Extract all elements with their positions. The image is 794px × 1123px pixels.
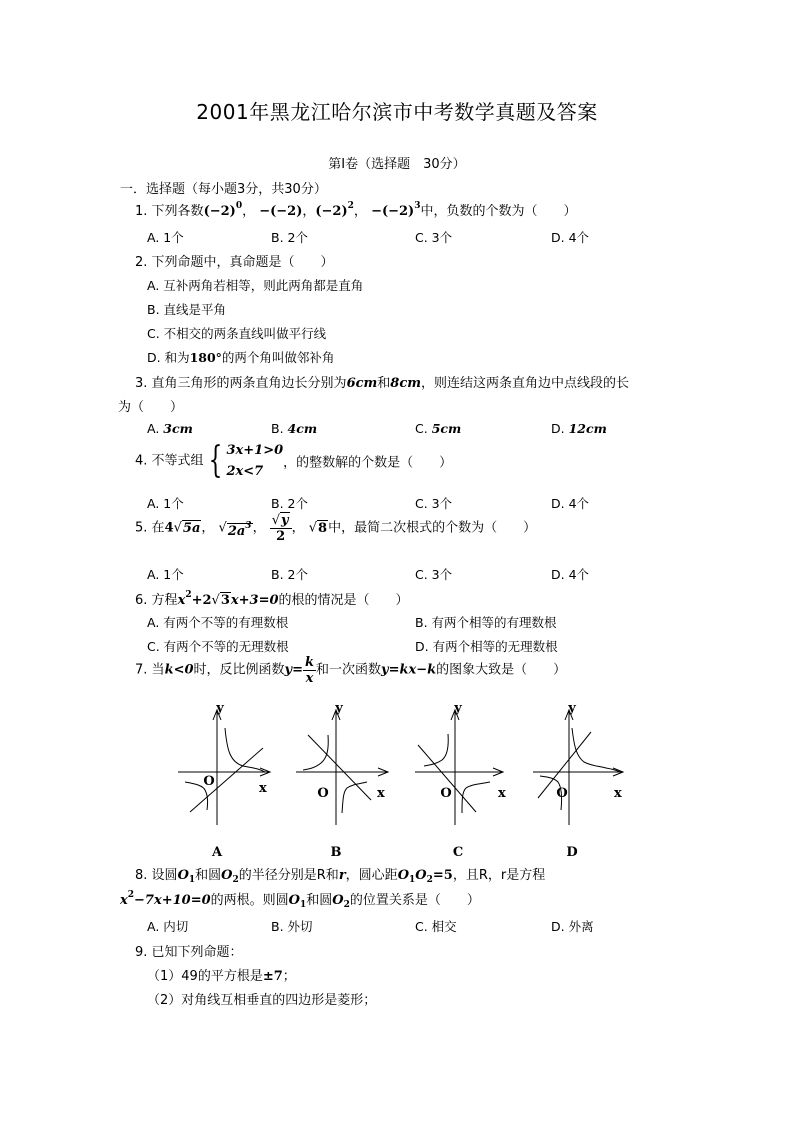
text: 的位置关系是（ ） [349, 893, 480, 908]
radicand: 5a [182, 520, 201, 536]
text: 的根的情况是（ ） [278, 593, 409, 608]
question-number: 7. [135, 662, 148, 678]
option-letter: A. [147, 421, 160, 436]
math-expr: (−2) [203, 204, 236, 219]
text: ， [252, 520, 266, 536]
math-expr: 180° [189, 350, 222, 365]
linear-function-line [418, 745, 476, 812]
math-var: O [288, 893, 300, 908]
text: 和 [377, 376, 391, 391]
graph-a [175, 700, 275, 860]
question-number: 3. [135, 376, 148, 391]
hyperbola-branch-1 [572, 728, 620, 772]
text: 已知下列命题： [151, 945, 243, 960]
math-exponent: 2 [185, 590, 192, 600]
document-title: 2001年黑龙江哈尔滨市中考数学真题及答案 [196, 100, 598, 124]
question-8-stem-line2 [120, 889, 480, 910]
sqrt-sign: √ [218, 520, 227, 536]
q5-option-d: D. 4个 [551, 567, 590, 582]
math-expr: k<0 [164, 662, 194, 678]
origin-label: O [556, 786, 568, 801]
math-expr: y= [284, 662, 303, 678]
math-expr: −(−2) [259, 204, 303, 219]
y-axis-label: y [335, 701, 343, 716]
text: ； [282, 969, 296, 984]
q4-option-d: D. 4个 [551, 496, 590, 511]
text: 设圆 [151, 868, 178, 883]
text: ，则连结这两条直角边中点线段的长 [421, 376, 630, 391]
option-letter: B. [271, 421, 284, 436]
origin-label: O [203, 774, 215, 789]
q9-statement-2: （2）对角线互相垂直的四边形是菱形； [147, 993, 377, 1008]
x-axis-label: x [377, 786, 385, 801]
text: ， [302, 204, 316, 219]
x-axis-label: x [498, 786, 506, 801]
hyperbola-branch-1 [424, 734, 448, 766]
text: 的半径分别是R和 [238, 868, 339, 883]
math-exponent: 2 [127, 890, 135, 900]
question-6-stem [135, 589, 409, 608]
q2-option-a: A. 互补两角若相等，则此两角都是直角 [147, 278, 364, 293]
math-subscript: 1 [409, 875, 416, 885]
option-letter: C. [415, 421, 428, 436]
math-expr: 8cm [390, 376, 422, 391]
q3-option-b [271, 421, 317, 436]
math-exponent: 3 [245, 520, 252, 531]
radicand-base: 2a [227, 523, 246, 539]
text: ， [242, 204, 256, 219]
math-expr: −(−2) [371, 204, 415, 219]
q3-option-c [415, 421, 461, 436]
radicand: y [281, 513, 289, 528]
q8-option-d: D. 外离 [551, 919, 594, 934]
fraction [303, 656, 316, 685]
part-title: 第I卷（选择题 30分） [328, 157, 466, 172]
graph-label: D [566, 845, 578, 860]
math-expr: y=kx−k [381, 662, 437, 678]
q3-option-d [551, 421, 607, 436]
y-axis-label: y [454, 701, 462, 716]
hyperbola-branch-1 [225, 728, 265, 772]
q2-option-c: C. 不相交的两条直线叫做平行线 [147, 326, 327, 341]
q1-option-b: B. 2个 [271, 230, 308, 245]
math-expr: (−2) [315, 204, 348, 219]
math-expr: =5 [432, 868, 453, 883]
q6-option-a: A. 有两个不等的有理数根 [147, 615, 289, 630]
q5-option-a: A. 1个 [147, 567, 184, 582]
text: 和一次函数 [316, 662, 382, 678]
math-coef: 4 [164, 520, 174, 536]
text: 下列命题中，真命题是（ ） [151, 255, 334, 270]
q8-option-b: B. 外切 [271, 919, 313, 934]
math-var: O [397, 868, 410, 883]
math-subscript: 1 [188, 875, 196, 885]
radicand: 8 [318, 520, 328, 536]
math-var: O [177, 868, 189, 883]
q8-option-c: C. 相交 [415, 919, 457, 934]
graph-label: C [452, 845, 464, 860]
text: ，且R，r是方程 [452, 868, 546, 883]
q1-option-d: D. 4个 [551, 230, 590, 245]
question-number: 8. [135, 868, 148, 883]
text: 的两个角叫做邻补角 [221, 350, 335, 365]
q4-option-a: A. 1个 [147, 496, 184, 511]
math-subscript: 1 [300, 900, 307, 910]
q4-option-c: C. 3个 [415, 496, 453, 511]
question-number: 4. [135, 453, 148, 469]
sqrt-sign: √ [173, 520, 182, 536]
question-9-stem [135, 941, 243, 960]
text: 不等式组 [151, 453, 204, 469]
hyperbola-branch-2 [462, 782, 490, 813]
linear-function-line [190, 748, 263, 812]
math-expr: 12cm [568, 421, 607, 436]
question-7-stem [135, 656, 566, 685]
text: 中，最简二次根式的个数为（ ） [328, 520, 537, 536]
math-exponent: 0 [235, 201, 243, 211]
q9-statement-1 [147, 965, 296, 984]
text: 的图象大致是（ ） [436, 662, 567, 678]
q5-option-b: B. 2个 [271, 567, 308, 582]
math-var: x [177, 593, 186, 608]
fraction-denominator: x [305, 671, 314, 686]
section-heading: 一．选择题（每小题3分，共30分） [120, 182, 327, 197]
math-subscript: 2 [343, 900, 350, 910]
fraction [270, 514, 292, 543]
math-expr: 4cm [287, 421, 318, 436]
text: 下列各数 [151, 204, 204, 219]
question-number: 6. [135, 593, 148, 608]
hyperbola-branch-2 [342, 782, 367, 813]
q6-option-d: D. 有两个相等的无理数根 [415, 639, 558, 654]
text: （1）49的平方根是 [147, 969, 263, 984]
sqrt-sign: √ [308, 520, 318, 536]
math-exponent: 3 [414, 201, 421, 211]
question-number: 1. [135, 204, 148, 219]
q2-option-d [147, 348, 334, 366]
fraction-numerator: k [304, 655, 314, 670]
text: 直角三角形的两条直角边长分别为 [151, 376, 347, 391]
math-subscript: 2 [232, 875, 239, 885]
text: 在 [151, 520, 165, 536]
question-1-stem [135, 200, 576, 219]
text: ， [201, 520, 215, 536]
y-axis-label: y [216, 701, 224, 716]
graph-d [528, 700, 628, 860]
graph-label: A [211, 845, 223, 860]
q4-option-b: B. 2个 [271, 496, 308, 511]
x-axis-label: x [614, 786, 622, 801]
q1-option-a: A. 1个 [147, 230, 184, 245]
question-2-stem [135, 251, 334, 270]
math-exponent: 2 [347, 201, 354, 211]
question-number: 5. [135, 520, 148, 536]
math-var: r [338, 868, 346, 883]
q2-option-b: B. 直线是平角 [147, 302, 227, 317]
math-expr: 6cm [346, 376, 378, 391]
q1-option-c: C. 3个 [415, 230, 453, 245]
text: ，圆心距 [345, 868, 398, 883]
origin-label: O [440, 786, 452, 801]
q5-option-c: C. 3个 [415, 567, 453, 582]
math-expr: 3cm [163, 421, 193, 436]
inequality-2: 2x<7 [226, 464, 264, 479]
radicand [227, 520, 253, 539]
math-expr: 5cm [431, 421, 462, 436]
math-var: x [120, 893, 128, 908]
graph-c [410, 700, 510, 860]
math-var: O [332, 893, 344, 908]
math-expr: −7x+10=0 [134, 893, 211, 908]
q6-option-c: C. 有两个不等的无理数根 [147, 639, 289, 654]
fraction-numerator: √y [270, 514, 292, 529]
question-5-stem [135, 514, 536, 543]
graph-label: B [330, 845, 342, 860]
q8-option-a: A. 内切 [147, 919, 189, 934]
text: ， [353, 204, 367, 219]
question-number: 9. [135, 945, 148, 960]
question-3-stem [135, 372, 629, 391]
text: ，的整数解的个数是（ ） [283, 455, 453, 471]
q3-option-a [147, 421, 193, 436]
question-3-stem-continuation: 为（ ） [118, 400, 184, 415]
math-expr: x+3=0 [230, 593, 279, 608]
text: 时，反比例函数 [193, 662, 285, 678]
question-4-stem [135, 440, 452, 482]
question-number: 2. [135, 255, 148, 270]
math-expr: ±7 [262, 969, 283, 984]
math-expr: +2 [191, 593, 212, 608]
sqrt-sign: √ [211, 593, 220, 608]
text: 和圆 [195, 868, 222, 883]
x-axis-label: x [259, 781, 267, 796]
radicand: 3 [220, 593, 230, 608]
text: ， [291, 520, 305, 536]
text: D. 和为 [147, 350, 190, 365]
math-subscript: 2 [426, 875, 433, 885]
text: 的两根。则圆 [210, 893, 289, 908]
text: 和圆 [306, 893, 333, 908]
option-letter: D. [551, 421, 565, 436]
fraction-denominator: 2 [276, 529, 286, 544]
origin-label: O [317, 786, 329, 801]
y-axis-label: y [568, 701, 576, 716]
inequality-1: 3x+1>0 [226, 443, 284, 458]
inequality-system [226, 440, 283, 482]
question-8-stem [135, 864, 545, 885]
brace-symbol: { [208, 440, 222, 481]
math-var: O [221, 868, 233, 883]
q6-option-b: B. 有两个相等的有理数根 [415, 615, 557, 630]
math-var: O [415, 868, 427, 883]
text: 中，负数的个数为（ ） [420, 204, 577, 219]
graph-b [293, 700, 393, 860]
text: 方程 [151, 593, 178, 608]
text: 当 [151, 662, 165, 678]
